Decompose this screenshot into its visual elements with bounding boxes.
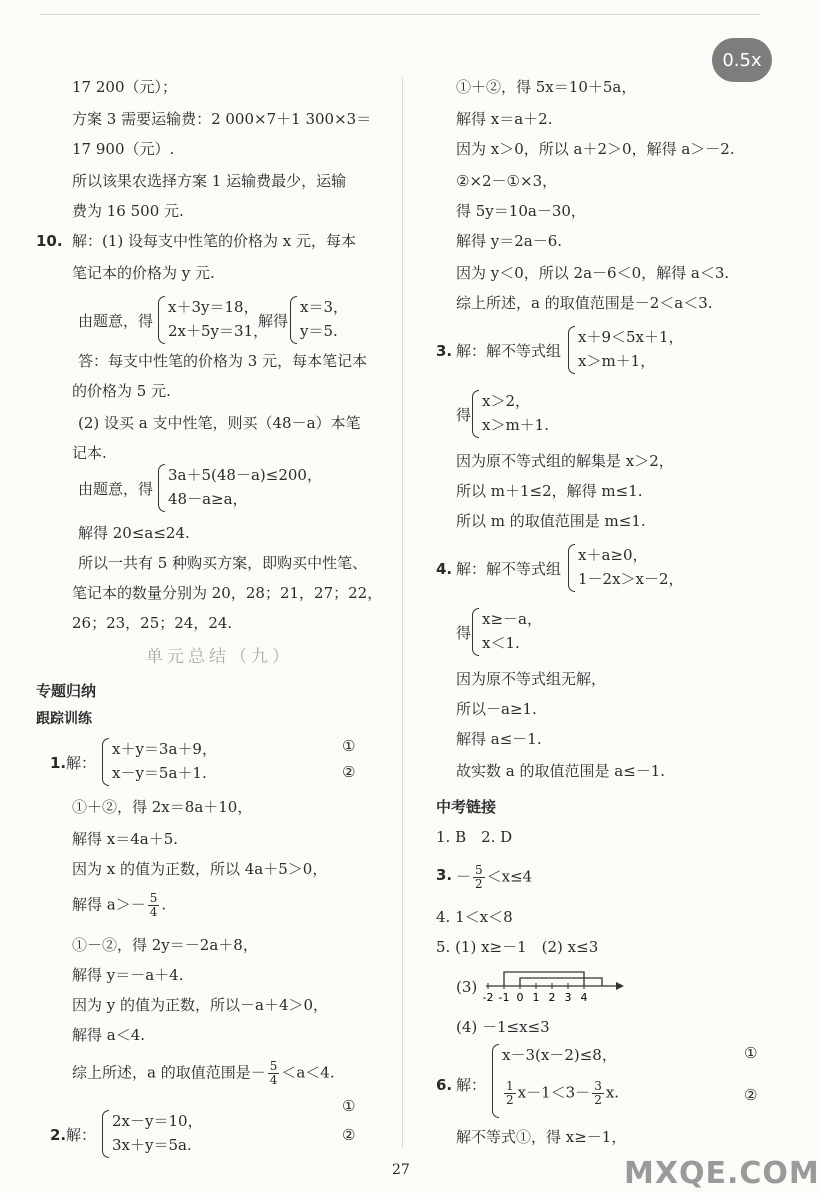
inequality: x≥－a， <box>482 610 542 628</box>
answer-line <box>456 864 532 891</box>
solution-system <box>472 608 562 656</box>
equation: x＝3， <box>300 298 349 316</box>
inequality: 48－a≥a， <box>168 490 248 508</box>
inequality-system <box>568 326 698 374</box>
question-number: 3. <box>436 342 453 360</box>
equation: y＝5. <box>300 322 338 340</box>
text-line: 因为 x 的值为正数，所以 4a＋5＞0， <box>72 860 328 878</box>
subheading: 跟踪训练 <box>36 711 92 727</box>
fraction <box>268 1060 280 1087</box>
text-line: 由题意，得 <box>78 312 154 330</box>
numerator: 1 <box>506 1079 514 1093</box>
inequality-system <box>492 1044 662 1118</box>
question-number: 10. <box>36 232 63 250</box>
section-title: 单元总结（九） <box>146 647 293 667</box>
question-number: 6. <box>436 1076 453 1094</box>
text-line: 笔记本的价格为 y 元. <box>72 264 215 282</box>
inequality: x＞m＋1， <box>578 352 656 370</box>
numerator: 5 <box>149 891 158 905</box>
tick-label: 2 <box>548 991 556 1004</box>
answer-line: (4) －1≤x≤3 <box>456 1018 550 1036</box>
answer-line: 5. (1) x≥－1 (2) x≤3 <box>436 938 599 956</box>
text-line: 因为 x＞0，所以 a＋2＞0，解得 a＞－2. <box>456 140 735 158</box>
text-line: 解：(1) 设每支中性笔的价格为 x 元，每本 <box>72 232 357 250</box>
tick-label: -2 <box>482 991 494 1004</box>
text-line: 答：每支中性笔的价格为 3 元，每本笔记本 <box>78 352 368 370</box>
denominator: 4 <box>269 1073 278 1087</box>
numerator: 5 <box>269 1059 278 1073</box>
text-line: 因为 y＜0，所以 2a－6＜0，解得 a＜3. <box>456 264 730 282</box>
text-line: 的价格为 5 元. <box>72 382 171 400</box>
text-span: 解得 a＞－ <box>72 895 146 914</box>
circled-two: ② <box>342 763 356 781</box>
text-line: 所以该果农选择方案 1 运输费最少，运输 <box>72 172 347 190</box>
text-span: ＜x≤4 <box>486 867 533 886</box>
inequality: 1－2x＞x－2， <box>578 570 684 588</box>
text-line: 因为原不等式组无解， <box>456 670 607 688</box>
denominator: 2 <box>594 1093 602 1107</box>
inequality: 3a＋5(48－a)≤200， <box>168 466 322 484</box>
tick-label: -1 <box>498 991 510 1004</box>
text-line: 方案 3 需要运输费：2 000×7＋1 300×3＝ <box>72 110 372 128</box>
answer-line: 1. B 2. D <box>436 828 513 846</box>
heading: 中考链接 <box>436 798 497 816</box>
denominator: 2 <box>506 1093 514 1107</box>
text-line: (2) 设买 a 支中性笔，则买（48－a）本笔 <box>78 414 361 432</box>
tick-label: 1 <box>532 991 540 1004</box>
text-line: 解： <box>66 1126 97 1144</box>
text-span: ＜a＜4. <box>281 1063 335 1082</box>
inequality: x＞2， <box>482 392 531 410</box>
text-line: 由题意，得 <box>78 480 154 498</box>
numerator: 5 <box>475 863 483 877</box>
solution-system <box>472 390 562 438</box>
answer-label: (3) <box>456 978 478 996</box>
equation: x－y＝5a＋1. <box>112 764 207 782</box>
column-divider <box>402 78 403 1148</box>
text-line: 得 5y＝10a－30， <box>456 202 586 220</box>
question-number: 4. <box>436 560 453 578</box>
text-line: ②×2－①×3， <box>456 172 558 190</box>
text-line: 综上所述，a 的取值范围是－2＜a＜3. <box>456 294 713 312</box>
solution-system <box>290 296 350 344</box>
top-rule <box>40 14 760 15</box>
circled-one: ① <box>342 737 356 755</box>
text-line: 记本. <box>72 444 107 462</box>
zoom-indicator[interactable]: 0.5x <box>712 38 772 82</box>
text-line <box>72 1060 335 1087</box>
text-line: 所以 m＋1≤2，解得 m≤1. <box>456 482 643 500</box>
axis-arrow <box>616 982 624 990</box>
denominator: 2 <box>475 877 483 891</box>
inequality: x＞m＋1. <box>482 416 549 434</box>
tick-label: 3 <box>564 991 572 1004</box>
tick-label: 0 <box>516 991 524 1004</box>
text-span: 综上所述，a 的取值范围是－ <box>72 1063 266 1082</box>
text-line: 得 <box>456 624 472 642</box>
numerator: 3 <box>594 1079 602 1093</box>
circled-two: ② <box>744 1086 758 1104</box>
inequality: x＋9＜5x＋1， <box>578 328 684 346</box>
inequality: x＋a≥0， <box>578 546 648 564</box>
denominator: 4 <box>149 905 158 919</box>
equation-system <box>102 1110 232 1158</box>
inequality <box>502 1080 619 1107</box>
text-line: 解得 a≤－1. <box>456 730 542 748</box>
text-line: 所以－a≥1. <box>456 700 537 718</box>
question-number: 2. <box>50 1126 67 1144</box>
text-line: 17 900（元）. <box>72 140 175 158</box>
fraction <box>148 892 160 919</box>
text-line: 解得 a＜4. <box>72 1026 146 1044</box>
text-line: 解：解不等式组 <box>456 342 562 360</box>
answer-line: 4. 1＜x＜8 <box>436 908 513 926</box>
heading: 专题归纳 <box>36 682 97 700</box>
text-line: 解得 y＝－a＋4. <box>72 966 184 984</box>
text-line: 所以 m 的取值范围是 m≤1. <box>456 512 646 530</box>
text-line: 解不等式①，得 x≥－1， <box>456 1128 627 1146</box>
text-span: . <box>161 895 167 914</box>
equation: x＋3y＝18， <box>168 298 259 316</box>
inequality: x－3(x－2)≤8， <box>502 1046 617 1064</box>
fraction <box>473 864 485 891</box>
text-line: 所以一共有 5 种购买方案，即购买中性笔、 <box>78 554 368 572</box>
text-line: 解： <box>66 754 97 772</box>
text-line: 解得 20≤a≤24. <box>78 524 190 542</box>
text-line: 26；23，25；24，24. <box>72 614 233 632</box>
text-line: ①－②，得 2y＝－2a＋8， <box>72 936 258 954</box>
text-line: ①＋②，得 2x＝8a＋10， <box>72 798 253 816</box>
text-line: 得 <box>456 406 472 424</box>
fraction <box>504 1080 516 1107</box>
equation: 2x－y＝10， <box>112 1112 203 1130</box>
text-line: ①＋②，得 5x＝10＋5a， <box>456 78 637 96</box>
text-span: － <box>456 867 472 886</box>
watermark-text: MXQE.COM <box>624 1156 820 1191</box>
circled-one: ① <box>744 1044 758 1062</box>
circled-two: ② <box>342 1126 356 1144</box>
text-line: 解得 x＝4a＋5. <box>72 830 179 848</box>
equation: 2x＋5y＝31， <box>168 322 269 340</box>
question-number: 1. <box>50 754 67 772</box>
inequality-system <box>568 544 698 592</box>
equation: 3x＋y＝5a. <box>112 1136 192 1154</box>
equation-system <box>102 738 252 786</box>
range-bracket-2 <box>520 978 602 986</box>
circled-one: ① <box>342 1097 356 1115</box>
text-line: 故实数 a 的取值范围是 a≤－1. <box>456 762 666 780</box>
fraction <box>592 1080 604 1107</box>
text-line: 解得 x＝a＋2. <box>456 110 553 128</box>
text-span: x－1＜3－ <box>517 1083 591 1102</box>
text-line: 17 200（元）； <box>72 78 177 96</box>
text-line: 解得 y＝2a－6. <box>456 232 563 250</box>
text-line: 费为 16 500 元. <box>72 202 184 220</box>
text-line <box>72 892 166 919</box>
text-line: 解得 <box>258 312 289 330</box>
text-line: 解：解不等式组 <box>456 560 562 578</box>
equation-system <box>158 296 268 344</box>
text-line: 解： <box>456 1076 487 1094</box>
tick-label: 4 <box>580 991 588 1004</box>
text-line: 因为 y 的值为正数，所以－a＋4＞0， <box>72 996 329 1014</box>
inequality: x＜1. <box>482 634 520 652</box>
text-span: x. <box>605 1083 620 1102</box>
page-number: 27 <box>392 1162 410 1178</box>
question-number: 3. <box>436 866 453 884</box>
text-line: 因为原不等式组的解集是 x＞2， <box>456 452 674 470</box>
inequality-system <box>158 464 338 512</box>
number-line <box>484 964 624 1004</box>
range-bracket-1 <box>504 972 584 986</box>
equation: x＋y＝3a＋9， <box>112 740 217 758</box>
text-line: 笔记本的数量分别为 20，28；21，27；22， <box>72 584 383 602</box>
